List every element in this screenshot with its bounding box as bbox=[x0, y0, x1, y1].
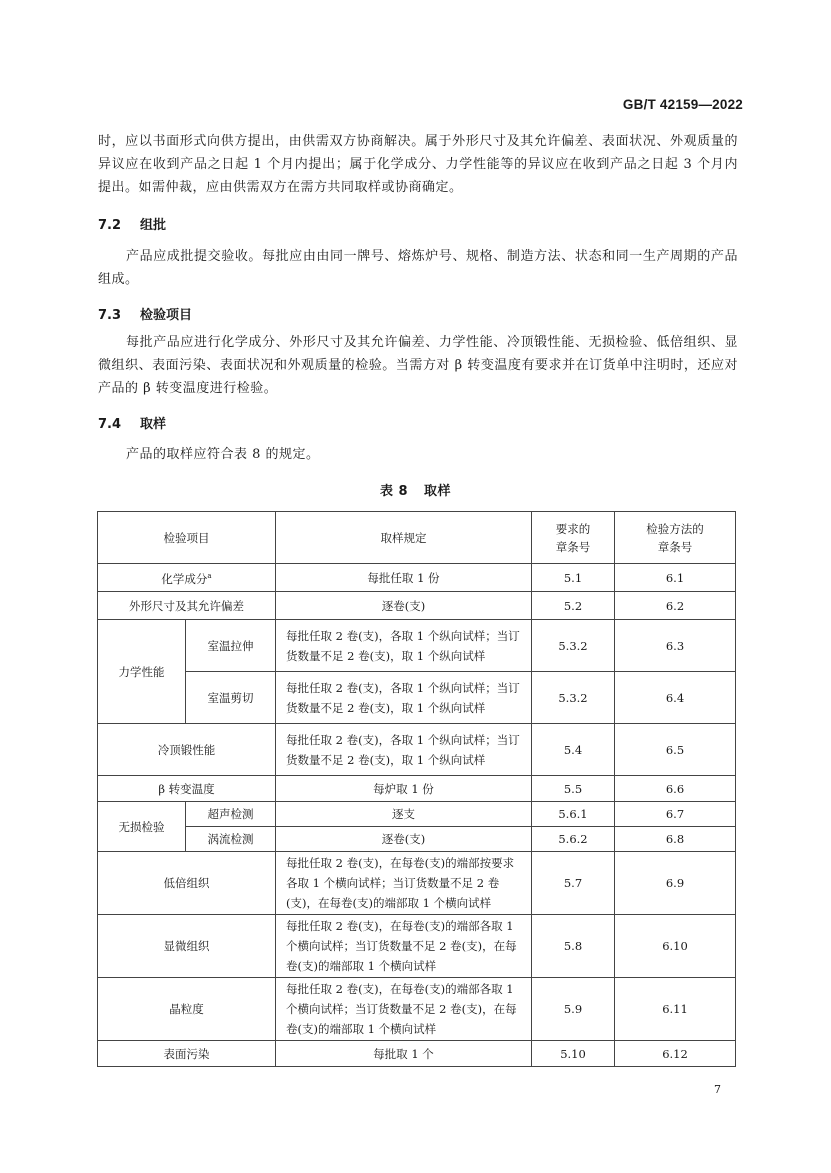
cell-method: 6.6 bbox=[615, 776, 736, 802]
header-method-line2: 章条号 bbox=[657, 539, 693, 554]
cell-req: 5.10 bbox=[532, 1041, 615, 1067]
cell-rule: 每批任取 2 卷(支)，在每卷(支)的端部各取 1 个横向试样；当订货数量不足 2 卷(支)，在每卷(支)的端部取 1 个横向试样 bbox=[276, 915, 532, 978]
section-heading-7-4 bbox=[98, 413, 166, 432]
cell-method: 6.5 bbox=[615, 724, 736, 776]
section-number: 7.2 bbox=[98, 218, 122, 233]
cell-subitem: 超声检测 bbox=[186, 802, 276, 827]
cell-req: 5.9 bbox=[532, 978, 615, 1041]
cell-method: 6.3 bbox=[615, 620, 736, 672]
section-text-7-2: 产品应成批提交验收。每批应由由同一牌号、熔炼炉号、规格、制造方法、状态和同一生产周期的产品组成。 bbox=[98, 249, 738, 287]
table-row bbox=[98, 915, 736, 978]
cell-req: 5.5 bbox=[532, 776, 615, 802]
section-title: 检验项目 bbox=[140, 308, 193, 323]
table-header-row bbox=[98, 512, 736, 564]
cell-method: 6.9 bbox=[615, 852, 736, 915]
header-req bbox=[532, 512, 615, 564]
table-row bbox=[98, 620, 736, 672]
section-title: 取样 bbox=[140, 417, 167, 432]
table-caption-title: 取样 bbox=[424, 484, 452, 499]
section-title: 组批 bbox=[140, 218, 167, 233]
cell-subitem: 室温拉伸 bbox=[186, 620, 276, 672]
table-row bbox=[98, 672, 736, 724]
section-text-7-3: 每批产品应进行化学成分、外形尺寸及其允许偏差、力学性能、冷顶锻性能、无损检验、低倍组织、显微组织、表面污染、表面状况和外观质量的检验。当需方对 β 转变温度有要求并在订货单中注明时，还应对产品的 β 转变温度进行检验。 bbox=[98, 335, 738, 396]
header-item: 检验项目 bbox=[98, 512, 276, 564]
table-row bbox=[98, 776, 736, 802]
cell-rule: 每批任取 2 卷(支)，各取 1 个纵向试样；当订货数量不足 2 卷(支)，取 1 个纵向试样 bbox=[276, 724, 532, 776]
cell-req: 5.2 bbox=[532, 592, 615, 620]
header-req-line2: 章条号 bbox=[555, 539, 591, 554]
sampling-table bbox=[97, 511, 736, 1067]
header-method bbox=[615, 512, 736, 564]
cell-method: 6.2 bbox=[615, 592, 736, 620]
table-row bbox=[98, 592, 736, 620]
cell-subitem: 涡流检测 bbox=[186, 827, 276, 852]
standard-number: GB/T 42159—2022 bbox=[622, 97, 743, 112]
header-method-line1: 检验方法的 bbox=[646, 521, 704, 536]
cell-item: 外形尺寸及其允许偏差 bbox=[98, 592, 276, 620]
cell-method: 6.11 bbox=[615, 978, 736, 1041]
section-number: 7.3 bbox=[98, 308, 122, 323]
cell-item: 表面污染 bbox=[98, 1041, 276, 1067]
cell-method: 6.4 bbox=[615, 672, 736, 724]
cell-method: 6.1 bbox=[615, 564, 736, 592]
cell-rule: 逐卷(支) bbox=[276, 827, 532, 852]
section-heading-7-2 bbox=[98, 214, 166, 233]
header-rule: 取样规定 bbox=[276, 512, 532, 564]
cell-req: 5.1 bbox=[532, 564, 615, 592]
cell-rule: 每批任取 2 卷(支)，在每卷(支)的端部各取 1 个横向试样；当订货数量不足 2 卷(支)，在每卷(支)的端部取 1 个横向试样 bbox=[276, 978, 532, 1041]
cell-rule: 每批任取 2 卷(支)，各取 1 个纵向试样；当订货数量不足 2 卷(支)，取 1 个纵向试样 bbox=[276, 672, 532, 724]
header-req-line1: 要求的 bbox=[555, 521, 591, 536]
cell-item: 化学成分$^a$ bbox=[98, 564, 276, 592]
cell-req: 5.7 bbox=[532, 852, 615, 915]
cell-rule: 每炉取 1 份 bbox=[276, 776, 532, 802]
cell-req: 5.4 bbox=[532, 724, 615, 776]
cell-subitem: 室温剪切 bbox=[186, 672, 276, 724]
table-row bbox=[98, 564, 736, 592]
cell-rule: 每批取 1 个 bbox=[276, 1041, 532, 1067]
cell-item: 晶粒度 bbox=[98, 978, 276, 1041]
cell-req: 5.6.1 bbox=[532, 802, 615, 827]
table-caption-number: 表 8 bbox=[379, 484, 409, 499]
section-text-7-4: 产品的取样应符合表 8 的规定。 bbox=[126, 447, 320, 462]
table-row bbox=[98, 724, 736, 776]
intro-paragraph: 时，应以书面形式向供方提出，由供需双方协商解决。属于外形尺寸及其允许偏差、表面状况、外观质量的异议应在收到产品之日起 1 个月内提出；属于化学成分、力学性能等的异议应在收到产品之日起 3 个月内提出。如需仲裁，应由供需双方在需方共同取样或协商确定。 bbox=[98, 134, 738, 195]
table-row bbox=[98, 1041, 736, 1067]
cell-rule: 每批任取 2 卷(支)，各取 1 个纵向试样；当订货数量不足 2 卷(支)，取 1 个纵向试样 bbox=[276, 620, 532, 672]
cell-method: 6.7 bbox=[615, 802, 736, 827]
cell-rule: 每批任取 1 份 bbox=[276, 564, 532, 592]
cell-req: 5.3.2 bbox=[532, 672, 615, 724]
section-number: 7.4 bbox=[98, 417, 122, 432]
cell-method: 6.10 bbox=[615, 915, 736, 978]
cell-method: 6.8 bbox=[615, 827, 736, 852]
table-row bbox=[98, 827, 736, 852]
cell-method: 6.12 bbox=[615, 1041, 736, 1067]
table-row bbox=[98, 852, 736, 915]
table-caption bbox=[0, 480, 831, 499]
page-number: 7 bbox=[714, 1083, 721, 1096]
table-row bbox=[98, 978, 736, 1041]
cell-group: 力学性能 bbox=[98, 620, 186, 724]
cell-item: 显微组织 bbox=[98, 915, 276, 978]
cell-rule: 每批任取 2 卷(支)，在每卷(支)的端部按要求各取 1 个横向试样；当订货数量不足 2 卷(支)，在每卷(支)的端部取 1 个横向试样 bbox=[276, 852, 532, 915]
footnote-mark: a bbox=[207, 572, 212, 581]
cell-req: 5.6.2 bbox=[532, 827, 615, 852]
cell-req: 5.3.2 bbox=[532, 620, 615, 672]
cell-group: 无损检验 bbox=[98, 802, 186, 852]
section-heading-7-3 bbox=[98, 304, 192, 323]
cell-rule: 逐支 bbox=[276, 802, 532, 827]
table-row bbox=[98, 802, 736, 827]
cell-item: β 转变温度 bbox=[98, 776, 276, 802]
cell-rule: 逐卷(支) bbox=[276, 592, 532, 620]
cell-item: 低倍组织 bbox=[98, 852, 276, 915]
cell-req: 5.8 bbox=[532, 915, 615, 978]
cell-item: 冷顶锻性能 bbox=[98, 724, 276, 776]
